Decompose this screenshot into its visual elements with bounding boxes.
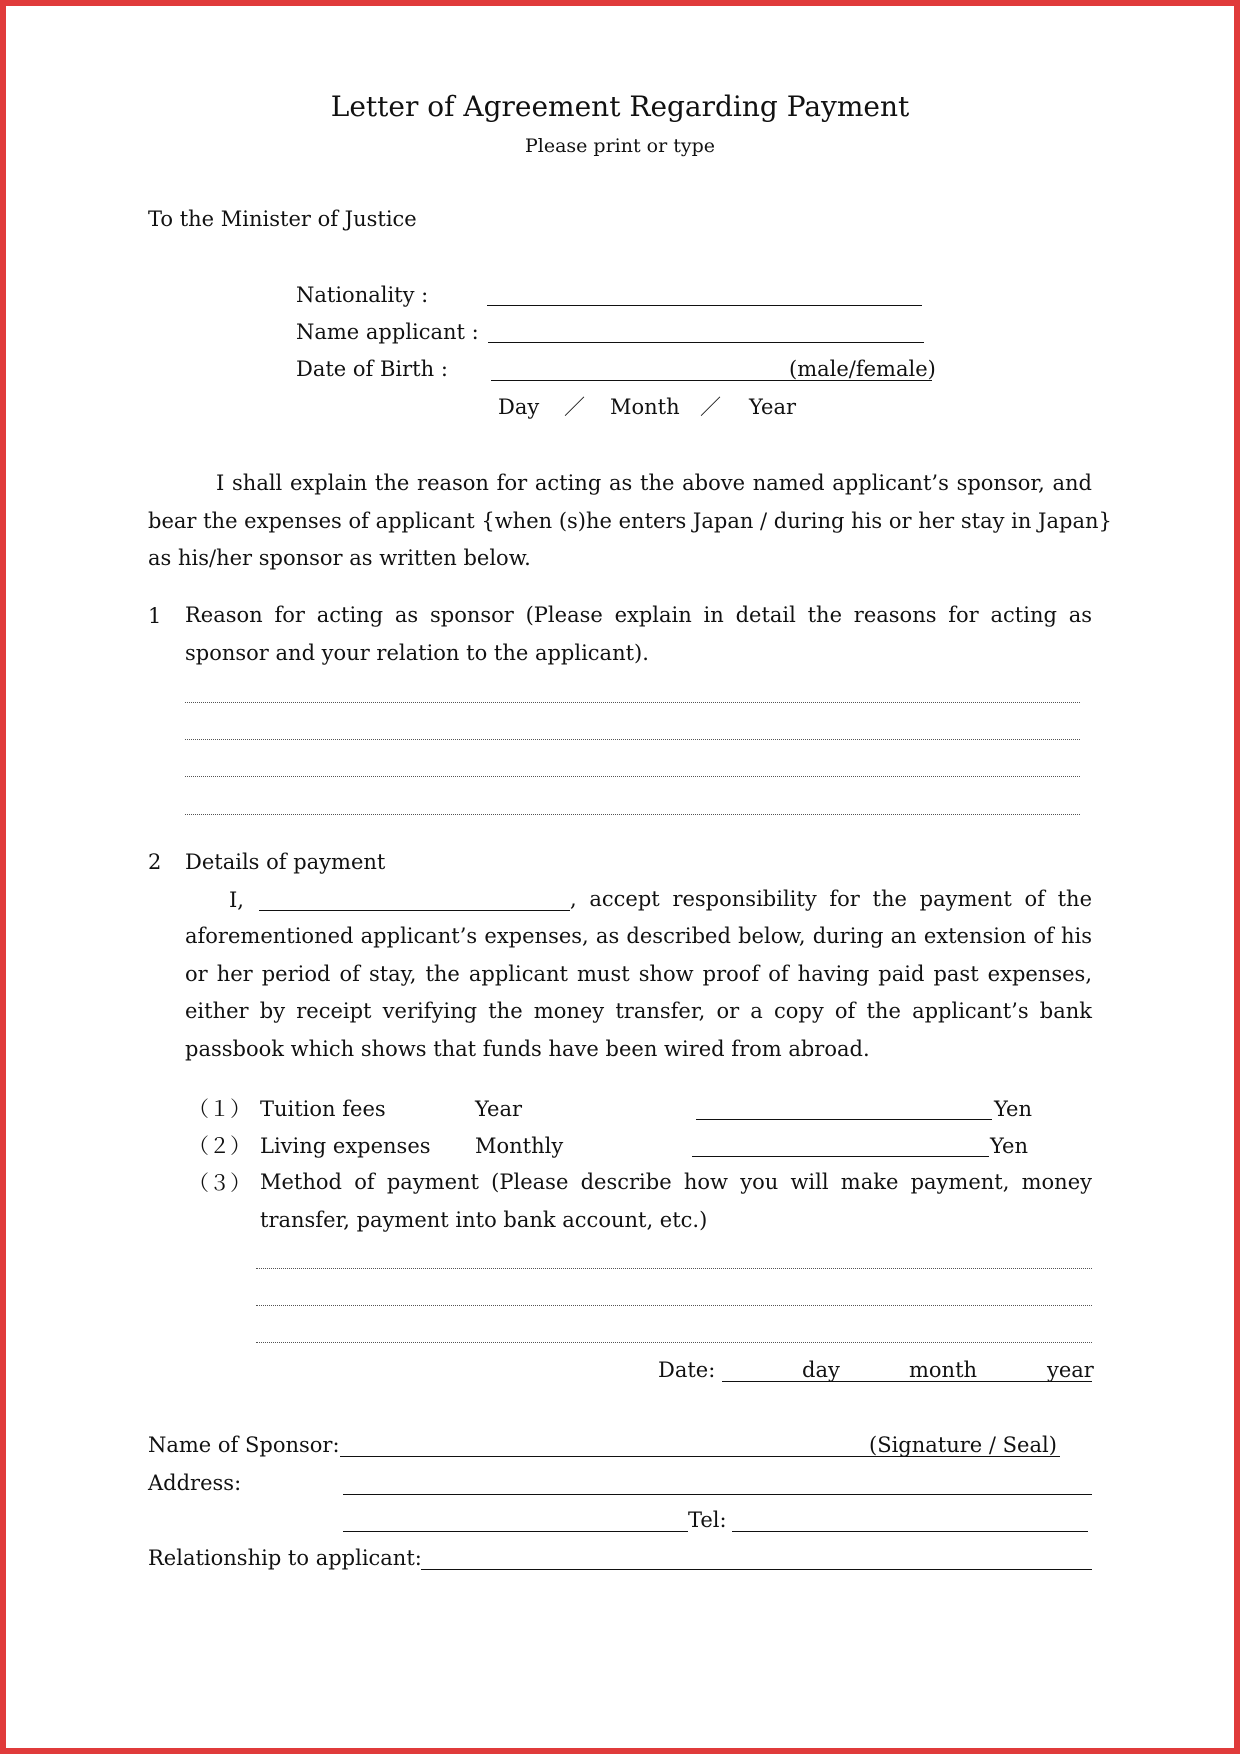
signature-seal-label: (Signature / Seal) — [869, 1433, 1057, 1457]
date-day-label: day — [802, 1358, 840, 1382]
section-1-text — [185, 597, 1092, 672]
section-1-line-1: Reason for acting as sponsor (Please explain in detail the reasons for acting as — [185, 603, 1092, 627]
item-2-label: Living expenses — [260, 1134, 431, 1158]
item-1-period: Year — [475, 1097, 523, 1121]
item-3-number: （３） — [188, 1171, 251, 1195]
item-3-line-1: Method of payment (Please describe how you will make payment, money — [260, 1170, 1092, 1194]
relationship-label: Relationship to applicant: — [148, 1546, 422, 1570]
reason-line-1[interactable] — [185, 702, 1080, 703]
tel-field[interactable] — [732, 1531, 1088, 1532]
section-1-number: 1 — [148, 604, 162, 628]
item-2-unit: Yen — [990, 1134, 1028, 1158]
section-2-line-4: either by receipt verifying the money transfer, or a copy of the applicant’s bank — [185, 999, 1092, 1023]
section-2-line-3: or her period of stay, the applicant must show proof of having paid past expenses, — [185, 961, 1092, 986]
intro-line-3: as his/her sponsor as written below. — [148, 546, 531, 570]
section-1-line-2: sponsor and your relation to the applicant). — [185, 640, 649, 665]
section-2-line-1: , accept responsibility for the payment of the — [570, 887, 1092, 911]
name-applicant-label: Name applicant : — [296, 320, 479, 344]
sponsor-name-field[interactable] — [259, 910, 570, 911]
date-month-label: month — [909, 1358, 978, 1382]
nationality-label: Nationality : — [296, 283, 429, 307]
dob-day-label: Day — [498, 395, 540, 419]
address-field-line-2[interactable] — [343, 1531, 688, 1532]
item-3-line-2: transfer, payment into bank account, etc.) — [260, 1207, 708, 1232]
address-field-line-1[interactable] — [343, 1494, 1092, 1495]
sponsor-i-prefix: I, — [229, 888, 244, 912]
intro-line-2: bear the expenses of applicant {when (s)he enters Japan / during his or her stay in Japan} — [148, 508, 1112, 533]
dob-slash-1: ／ — [564, 395, 585, 419]
date-label: Date: — [658, 1358, 716, 1382]
date-field[interactable] — [722, 1381, 1092, 1382]
tuition-amount-field[interactable] — [696, 1119, 992, 1120]
method-line-1[interactable] — [256, 1268, 1092, 1269]
section-2-text — [185, 918, 1092, 1068]
nationality-field[interactable] — [487, 305, 922, 306]
dob-month-label: Month — [610, 395, 680, 419]
date-of-birth-label: Date of Birth : — [296, 357, 448, 381]
item-3-text — [260, 1164, 1092, 1239]
date-year-label: year — [1047, 1358, 1094, 1382]
name-applicant-field[interactable] — [488, 342, 924, 343]
item-2-number: （２） — [188, 1134, 251, 1158]
document-title: Letter of Agreement Regarding Payment — [330, 90, 910, 123]
section-2-line-5: passbook which shows that funds have been wired from abroad. — [185, 1036, 870, 1061]
addressee: To the Minister of Justice — [148, 207, 417, 231]
dob-slash-2: ／ — [700, 395, 721, 419]
section-2-number: 2 — [148, 850, 162, 874]
document-subtitle: Please print or type — [524, 135, 716, 157]
reason-line-2[interactable] — [185, 739, 1080, 740]
item-1-unit: Yen — [994, 1097, 1032, 1121]
section-2-line-2: aforementioned applicant’s expenses, as described below, during an extension of his — [185, 924, 1092, 948]
method-line-2[interactable] — [256, 1305, 1092, 1306]
method-line-3[interactable] — [256, 1342, 1092, 1343]
intro-paragraph — [148, 465, 1112, 578]
tel-label: Tel: — [688, 1508, 727, 1532]
reason-line-3[interactable] — [185, 776, 1080, 777]
section-2-heading: Details of payment — [185, 850, 386, 874]
sponsor-name-label: Name of Sponsor: — [148, 1433, 340, 1457]
intro-line-1: I shall explain the reason for acting as the above named applicant’s sponsor, and — [216, 471, 1092, 495]
item-1-number: （１） — [188, 1097, 251, 1121]
section-2-line-1-rest — [570, 881, 1092, 919]
reason-line-4[interactable] — [185, 814, 1080, 815]
item-2-period: Monthly — [475, 1134, 564, 1158]
item-1-label: Tuition fees — [260, 1097, 386, 1121]
dob-year-label: Year — [749, 395, 797, 419]
address-label: Address: — [148, 1471, 242, 1495]
living-expenses-amount-field[interactable] — [692, 1156, 989, 1157]
sex-option: (male/female) — [789, 357, 936, 381]
relationship-field[interactable] — [421, 1569, 1092, 1570]
